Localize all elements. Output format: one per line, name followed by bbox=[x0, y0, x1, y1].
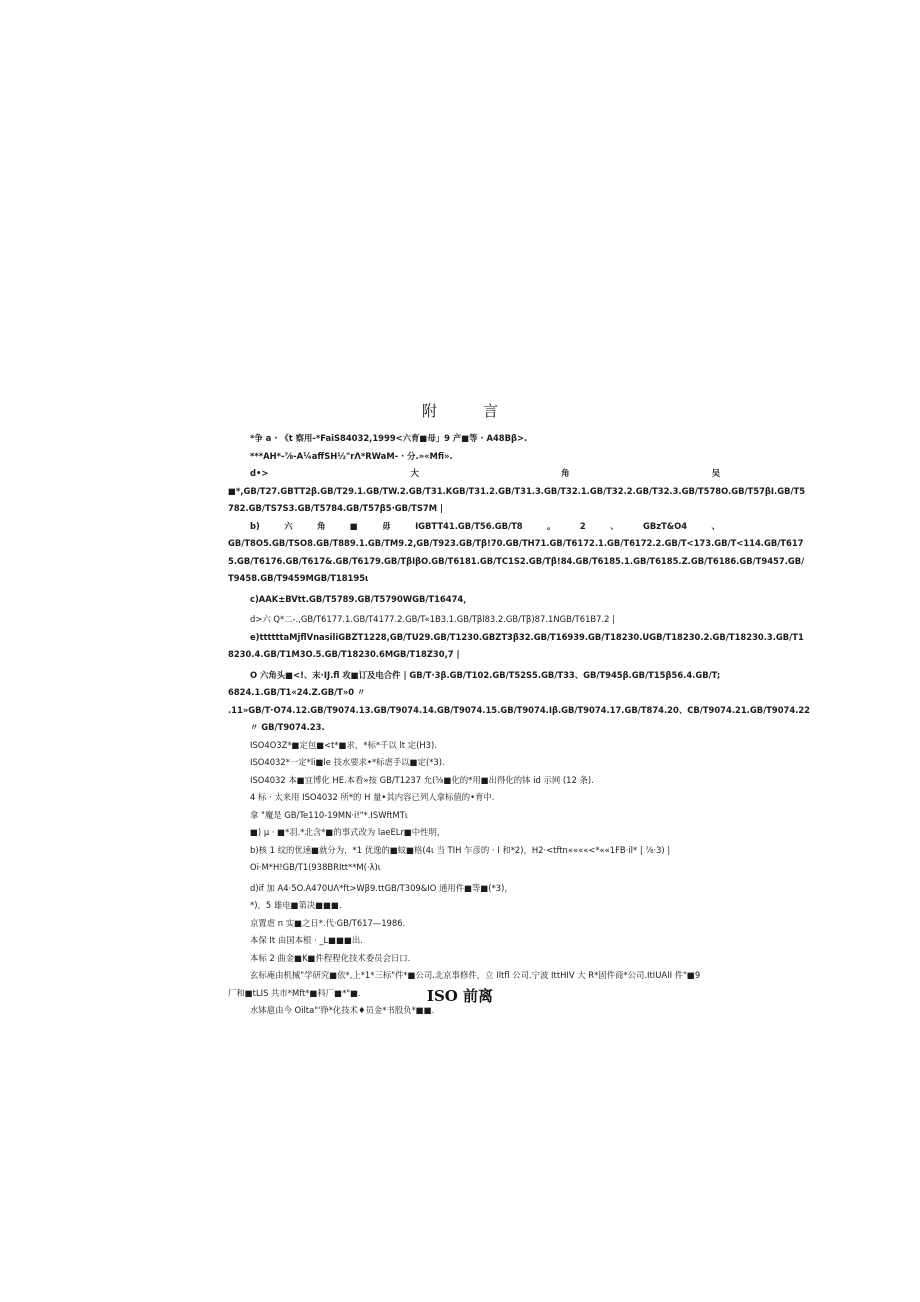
text-line: 4 标 · 太来用 ISO4032 所*的 H 量•其内容已列人拿标值的•育中. bbox=[250, 792, 495, 802]
text-line: O 六角头■<!、末·IJ.fl 攻■订及电合件 | GB/T·3β.GB/T102.GB/T52S5.GB/T33、GB/T945β.GB/T15β56.4.GB/T; bbox=[250, 669, 721, 680]
text-fragment: 六 bbox=[284, 520, 293, 531]
page-title bbox=[0, 400, 920, 421]
text-line: 水钵扈由今 Oilta"'铮*化技术♦员金*书股负*■■. bbox=[250, 1005, 435, 1015]
text-line: 5.GB/T6176.GB/T617&.GB/T6179.GB/TβIβO.GB/T6181.GB/TC1S2.GB/Tβ!84.GB/T6185.1.GB/T6185.Z.GB/T6186.GB/T9457.GB/ bbox=[228, 555, 805, 566]
text-line-spread bbox=[228, 518, 720, 536]
text-line: ISO4O3Z*■定包■<t*■求，*标*千以 lt 定(H3). bbox=[250, 739, 437, 750]
title-char-2: 言 bbox=[483, 402, 499, 420]
text-fragment: 、 bbox=[711, 520, 720, 531]
text-line: 拿 "魔是 GB/Te110-19MN·i!"*.ISWftMTι bbox=[250, 809, 408, 820]
text-line: *)，5 雄电■第决■■■. bbox=[250, 900, 342, 910]
text-line: c)AAK±BVtt.GB/T5789.GB/T5790WGB/T16474， bbox=[250, 593, 472, 604]
text-line: 〃 GB/T9074.23. bbox=[250, 722, 325, 732]
text-line: 782.GB/TS7S3.GB/T5784.GB/T57β5·GB/TS7M | bbox=[228, 503, 443, 513]
text-line: Oi·M*H!GB/T1(938BRItt**M(·λ)ι bbox=[250, 862, 381, 872]
text-line: ***AH*-⅞-A¼affSH½"rΛ*RWaM- · 分.»«Mfi». bbox=[250, 450, 453, 461]
text-line-spread bbox=[228, 465, 720, 483]
text-line: ■*,GB/T27.GBTT2β.GB/T29.1.GB/TW.2.GB/T31.KGB/T31.2.GB/T31.3.GB/T32.1.GB/T32.2.GB/T32.3.GB/T578O.GB/T57βI.GB/T5 bbox=[228, 485, 806, 496]
text-line: d>六 Q*二-.,GB/T6177.1.GB/T4177.2.GB/T«1B3.1.GB/Tβl83.2.GB/Tβ)87.1NGB/T61B7.2 | bbox=[250, 614, 615, 624]
text-fragment: IGBTT41.GB/T56.GB/T8 bbox=[415, 520, 523, 531]
text-fragment: 2 bbox=[579, 520, 586, 531]
text-fragment: ■ bbox=[349, 520, 358, 531]
text-fragment: 吴 bbox=[711, 468, 720, 478]
text-fragment: b) bbox=[250, 520, 260, 531]
text-line: 本标 2 曲金■K■件程程化技术委员会日口. bbox=[250, 952, 411, 963]
text-fragment: GBzT&O4 bbox=[642, 520, 688, 531]
text-line: 6824.1.GB/T1«24.Z.GB/T»0 〃 bbox=[228, 687, 366, 697]
text-fragment: 。 bbox=[547, 520, 556, 531]
text-line: 本保 It 由国本根 · _L■■■出. bbox=[250, 935, 363, 945]
text-fragment: 角 bbox=[317, 520, 326, 531]
body-text bbox=[228, 430, 811, 1020]
text-line: e)ttttttaMjflVnasiliGBZT1228,GB/TU29.GB/T1230.GBZT3β32.GB/T16939.GB/T18230.UGB/T18230.2.GB/T18230.3.GB/T1 bbox=[250, 631, 804, 642]
text-line: ISO4032*一定*li■le 技水要求•*标虐手以■定(*3). bbox=[250, 757, 445, 767]
text-fragment: 角 bbox=[561, 468, 570, 478]
text-line: d)if 加 A4·5O.A470UΛ*ft>Wβ9.ttGB/T309&IO 通用件■等■(*3)， bbox=[250, 882, 513, 893]
text-line: b)核 1 纹的优速■就分为，*1 优逸的■蚊■格(4ι 当 TIH 乍彦的 · I 和*2)，H2·<tftn««««<*««1FB·il* | ⅞·3) | bbox=[250, 844, 671, 855]
text-line: ISO4032 本■宜博化 HE.本看»按 GB/T1237 允(⅝■化的*用■出得化的钵 id 示网 (12 条). bbox=[250, 774, 594, 785]
text-fragment: 、 bbox=[610, 520, 619, 531]
text-fragment: 大 bbox=[410, 468, 419, 478]
text-fragment: 毋 bbox=[382, 520, 391, 531]
text-line: .11»GB/T·O74.12.GB/T9074.13.GB/T9074.14.GB/T9074.15.GB/T9074.Iβ.GB/T9074.17.GB/T874.20、CB/T9074.21.GB/T9074.22 bbox=[228, 704, 811, 715]
text-line: ■) μ · ■*羽.*北含*■的事式改为 laeELr■中性明， bbox=[250, 827, 446, 837]
text-line: 京置虐 n 实■之日*.代·GB/T617—1986. bbox=[250, 917, 406, 928]
text-line: *争 a · 《t 察用-*FaiS84032,1999<六育■母」9 产■等 · A48Bβ>. bbox=[250, 433, 528, 443]
text-fragment: d•> bbox=[250, 468, 269, 478]
text-line: 厂和■tLIS 共市*Mft*■料厂■*"■. bbox=[228, 987, 361, 998]
text-line: 8230.4.GB/T1M3O.5.GB/T18230.6MGB/T18Z30,7 | bbox=[228, 649, 460, 659]
text-line: GB/T8O5.GB/TSO8.GB/T889.1.GB/TM9.2,GB/T923.GB/Tβ!70.GB/TH71.GB/T6172.1.GB/T6172.2.GB/T<173.GB/T<114.GB/T617 bbox=[228, 538, 804, 548]
text-line: T9458.GB/T9459MGB/T18195ι bbox=[228, 573, 369, 583]
text-line: 玄标庵由机械"学研究■依*,上*1*三标"件*■公司.北京事修件，立 Iltfl 公司.宁波 IttHIV 大 R*固件商*公司.ItIUAII 件"■9 bbox=[250, 970, 701, 980]
footer-heading: ISO 前离 bbox=[426, 987, 494, 1005]
title-char-1: 附 bbox=[421, 402, 437, 420]
